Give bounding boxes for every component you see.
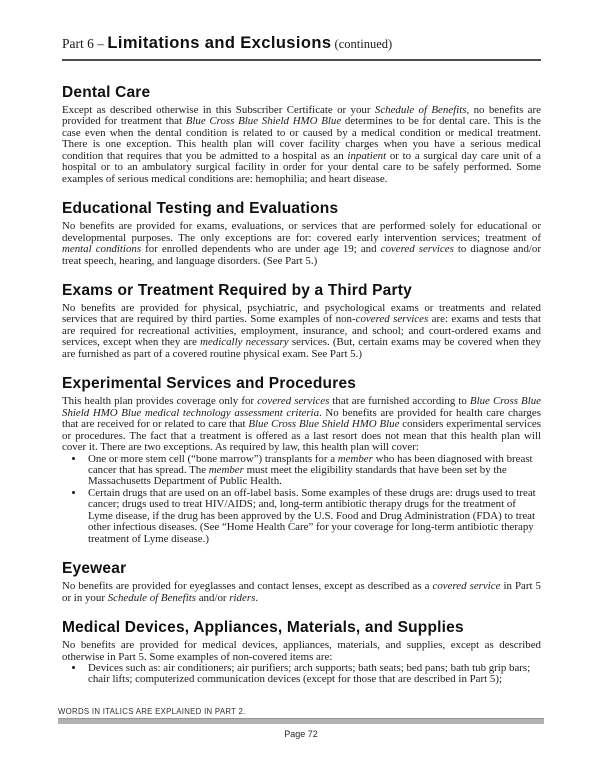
section-medical-devices-appliances-materials-and-supplies xyxy=(62,619,541,686)
bullet-item xyxy=(85,488,541,545)
italic-term: Blue Cross Blue Shield HMO Blue xyxy=(248,418,400,431)
footer-divider-bar xyxy=(58,718,544,724)
section-dental-care xyxy=(62,84,541,185)
section-heading: Educational Testing and Evaluations xyxy=(62,200,339,218)
section-heading: Exams or Treatment Required by a Third Party xyxy=(62,281,412,299)
paragraph xyxy=(62,581,541,604)
italic-term: Schedule of Benefits xyxy=(374,104,467,116)
text-run: Certain drugs that are used on an off-label basis. Some examples of these drugs are: drugs used to treat cancer; drugs used to treat HIV/AIDS; and, long-term antibiotic therapy drugs for the treatment of Lyme disease, if the drug has been approved by the U.S. Food and Drug Administration (FDA) to treat other infectious diseases. (See “Home Health Care” for your coverage for long-term antibiotic therapy treatment of Lyme disease.) xyxy=(88,486,536,545)
text-run: considers experimental services or procedures. The fact that a treatment is offered as a last resort does not mean that this health plan will cover it. There are two exceptions. As required by law, this health plan will cover: xyxy=(62,418,541,454)
section-experimental-services-and-procedures xyxy=(62,375,541,545)
paragraph xyxy=(62,396,541,453)
text-run: in Part 5 or in your xyxy=(62,580,542,604)
page-footer xyxy=(58,707,544,739)
text-run: are: exams and tests that are required for recreational activities, employment, insurance, and school; and court-ordered exams and services, except when they are xyxy=(62,313,542,349)
bullet-list xyxy=(62,663,541,686)
section-heading: Medical Devices, Appliances, Materials, and Supplies xyxy=(62,619,464,637)
italic-term: member xyxy=(337,452,373,465)
section-heading: Dental Care xyxy=(62,84,151,101)
part-continued: (continued) xyxy=(331,37,393,51)
text-run: Devices such as: air conditioners; air purifiers; arch supports; bath seats; bed pans; bath tub grip bars; chair lifts; computerized communication devices (except for those that are described in Part 5); xyxy=(88,661,531,686)
paragraph xyxy=(62,221,541,267)
text-run: No benefits are provided for physical, psychiatric, and psychological exams or treatments and related services that are required by third parties. Some examples of non- xyxy=(62,301,541,326)
italic-term: covered services xyxy=(257,395,330,408)
italic-term: mental conditions xyxy=(62,243,142,256)
text-run: or to a surgical day care unit of a hospital or to an ambulatory surgical facility in order for your dental care to be safely performed. Some examples of serious medical conditions are: hemophilia; and heart disease. xyxy=(62,149,541,185)
italics-note: WORDS IN ITALICS ARE EXPLAINED IN PART 2. xyxy=(58,707,246,716)
bullet-list xyxy=(62,454,541,546)
italic-term: covered service xyxy=(432,580,501,593)
section-heading: Experimental Services and Procedures xyxy=(62,375,357,393)
italic-term: member xyxy=(208,463,244,476)
bullet-item xyxy=(85,454,541,488)
text-run: to diagnose and/or treat speech, hearing, and language disorders. (See Part 5.) xyxy=(62,243,542,267)
text-run: One or more stem cell (“bone marrow”) transplants for a xyxy=(88,452,338,465)
italic-term: Schedule of Benefits xyxy=(107,591,196,604)
document-header xyxy=(62,34,541,61)
text-run: . xyxy=(255,591,259,604)
italic-term: inpatient xyxy=(347,149,387,162)
text-run: determines to be for dental care. This is the case even when the dental condition is related to or caused by a medical condition or medical treatment. There is one exception. This health plan will cover facility charges when you have a serious medical condition that requires that you be admitted to a hospital as an xyxy=(62,115,541,162)
text-run: No benefits are provided for eyeglasses and contact lenses, except as described as a xyxy=(62,580,433,593)
text-run: No benefits are provided for exams, evaluations, or services that are performed solely for educational or developmental purposes. The only exceptions are for: covered early intervention services; treatment of xyxy=(62,220,541,244)
section-educational-testing-and-evaluations xyxy=(62,200,541,267)
part-label: Part 6 – xyxy=(62,36,108,51)
text-run: must meet the eligibility standards that have been set by the Massachusetts Department of Public Health. xyxy=(88,463,507,488)
text-run: who has been diagnosed with breast cancer that has spread. The xyxy=(88,452,533,476)
part-title: Limitations and Exclusions xyxy=(107,34,332,52)
section-eyewear xyxy=(62,560,541,604)
text-run: services. (But, certain exams may be covered when they are furnished as part of a covered routine physical exam. See Part 5.) xyxy=(62,336,542,360)
text-run: This health plan provides coverage only for xyxy=(62,395,258,408)
page-content xyxy=(62,34,541,686)
italic-term: riders xyxy=(229,591,256,604)
paragraph xyxy=(62,303,541,360)
text-run: . No benefits are provided for health care charges that are received for or related to care that xyxy=(62,406,542,431)
bullet-item xyxy=(85,663,541,686)
text-run: for enrolled dependents who are under age 19; and xyxy=(141,243,381,256)
text-run: that are furnished according to xyxy=(329,395,470,408)
italic-term: covered services xyxy=(380,243,454,256)
italic-term: covered services xyxy=(355,313,429,326)
text-run: Except as described otherwise in this Subscriber Certificate or your xyxy=(62,104,375,116)
text-run: and/or xyxy=(196,591,230,604)
section-heading: Eyewear xyxy=(62,560,127,578)
text-run: , no benefits are provided for treatment that xyxy=(62,104,541,128)
italic-term: Blue Cross Blue Shield HMO Blue xyxy=(185,115,342,128)
paragraph xyxy=(62,640,541,663)
page-number: Page 72 xyxy=(284,729,318,739)
text-run: No benefits are provided for medical devices, appliances, materials, and supplies, except as described otherwise in Part 5. Some examples of non-covered items are: xyxy=(62,639,541,663)
section-exams-or-treatment-required-by-a-third-party xyxy=(62,282,541,360)
sections xyxy=(62,84,541,686)
paragraph xyxy=(62,105,541,185)
italic-term: medically necessary xyxy=(200,336,289,349)
italic-term: Blue Cross Blue Shield HMO Blue medical technology assessment criteria xyxy=(62,395,542,419)
